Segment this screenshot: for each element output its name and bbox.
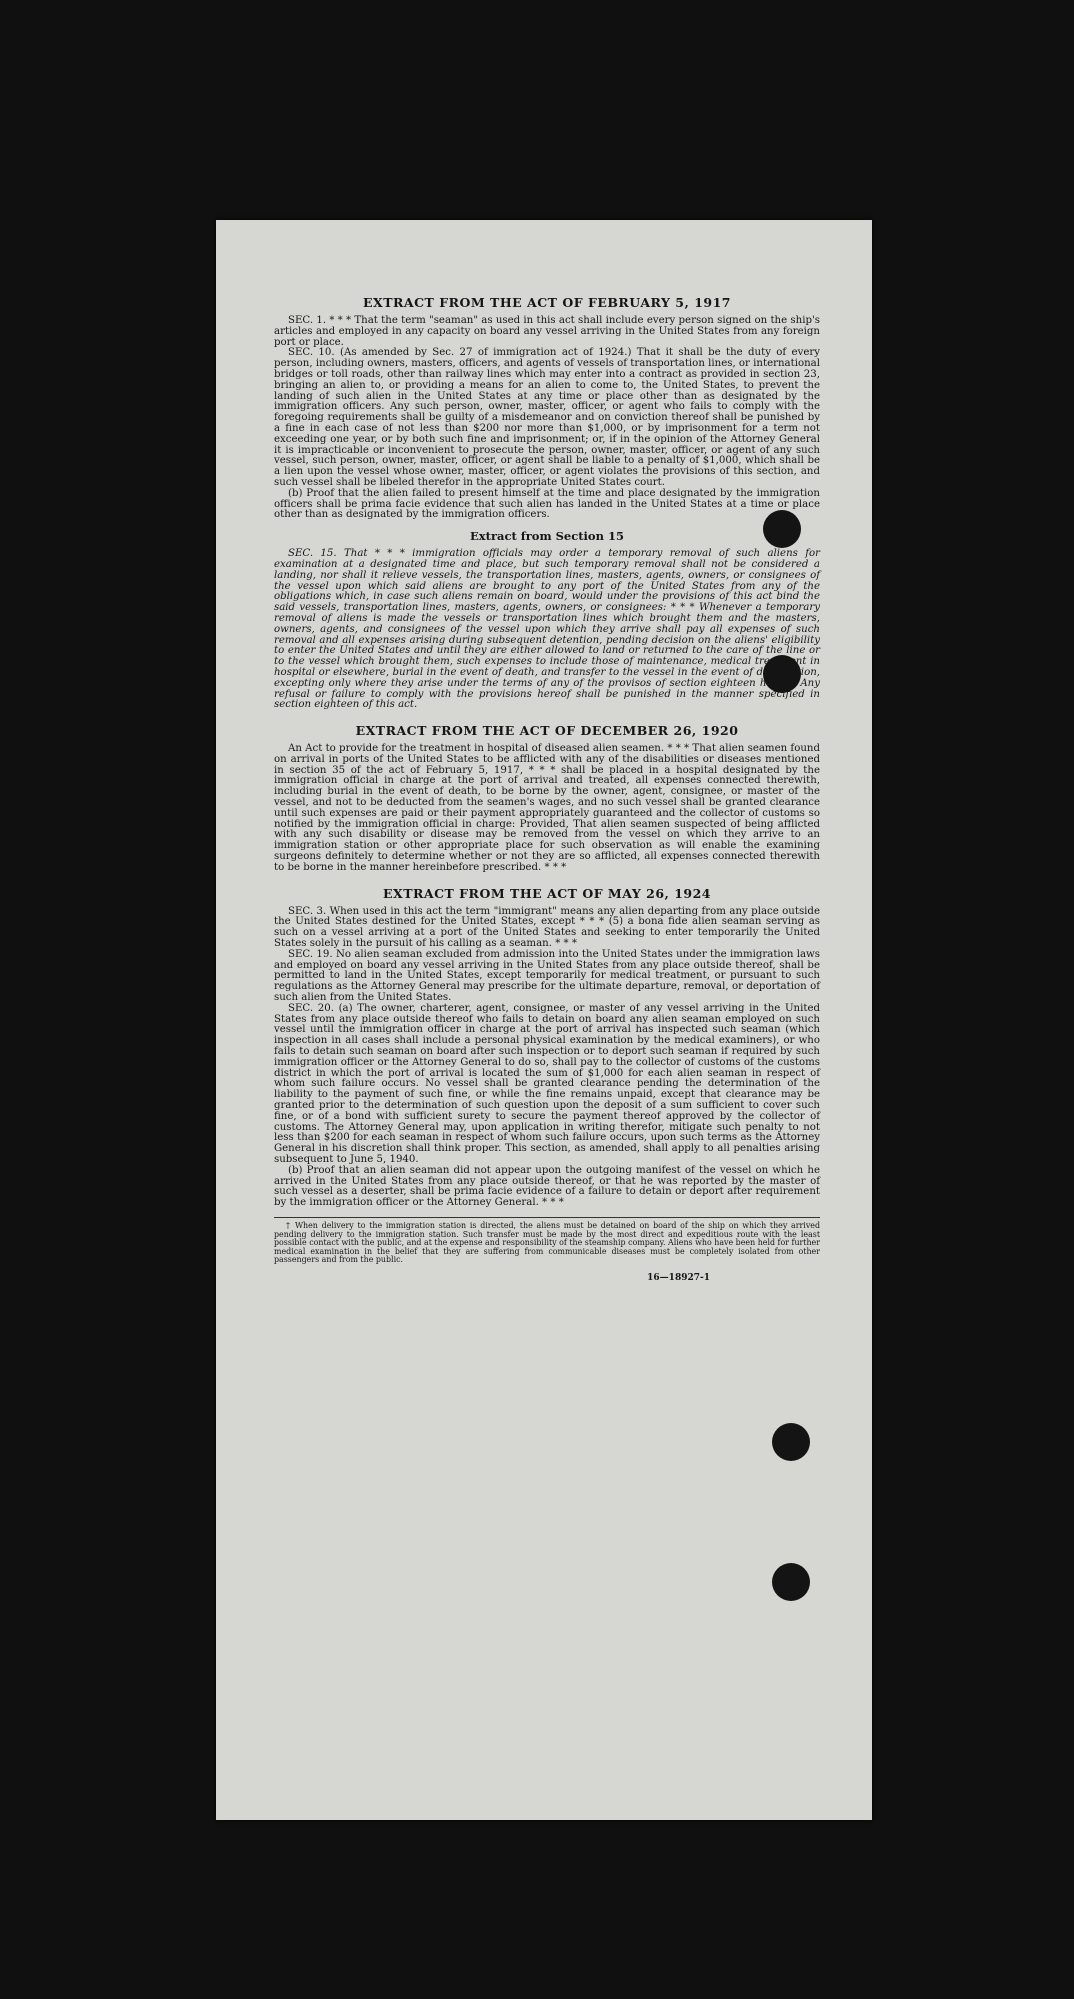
section-heading: EXTRACT FROM THE ACT OF DECEMBER 26, 1920: [355, 723, 739, 739]
section-dec-1920: [274, 723, 820, 874]
paragraph: An Act to provide for the treatment in hospital of diseased alien seamen. * * * That alien seamen found on arrival in ports of the United States to be afflicted with any of the disabilities or diseases mentioned in section 35 of the act of February 5, 1917, * * * shall be placed in a hospital designated by the immigration official in charge at the port of arrival and treated, all expenses connected therewith, including burial in the event of death, to be borne by the owner, agent, consignee, or master of the vessel, and not to be deducted from the seamen's wages, and no such vessel shall be granted clearance until such expenses are paid or their payment appropriately guaranteed and the collector of customs so notified by the immigration official in charge: Provided, That alien seamen suspected of being afflicted with any such disability or disease may be removed from the vessel on which they arrive to an immigration station or other appropriate place for such observation as will enable the examining surgeons definitely to determine whether or not they are so afflicted, all expenses connected therewith to be borne in the manner hereinbefore prescribed. * * *: [274, 743, 820, 873]
section-heading: EXTRACT FROM THE ACT OF MAY 26, 1924: [382, 885, 712, 901]
section-heading: EXTRACT FROM THE ACT OF FEBRUARY 5, 1917: [362, 295, 731, 310]
paragraph: SEC. 1. * * * That the term "seaman" as used in this act shall include every person signed on the ship's articles and employed in any capacity on board any vessel arriving in the United States from any foreign port or place.: [274, 315, 820, 348]
paragraph: SEC. 3. When used in this act the term "immigrant" means any alien departing from any place outside the United States destined for the United States, except * * * (5) a bona fide alien seaman serving as such on a vessel arriving at a port of the United States and seeking to enter temporarily the United States solely in the pursuit of his calling as a seaman. * * *: [274, 905, 820, 950]
section-may-1924: [274, 886, 820, 1209]
document-body: [274, 295, 820, 1283]
form-number: 16—18927-1: [647, 1272, 710, 1283]
section-subheading: Extract from Section 15: [470, 529, 624, 544]
paragraph: SEC. 15. That * * * immigration officials may order a temporary removal of such aliens for examination at a designated time and place, but such temporary removal shall not be considered a landing, nor shall it relieve vessels, the transportation lines, masters, agents, owners, or consignees of the vessel upon which said aliens are brought to any port of the United States from any of the obligations which, in case such aliens remain on board, would under the provisions of this act bind the said vessels, transportation lines, masters, agents, owners, or consignees: * * * Whenever a temporary removal of aliens is made the vessels or transportation lines which brought them and the masters, owners, agents, and consignees of the vessel upon which they arrive shall pay all expenses of such removal and all expenses arising during subsequent detention, pending decision on the aliens' eligibility to enter the United States and until they are either allowed to land or returned to the care of the line or to the vessel which brought them, such expenses to include those of maintenance, medical treatment in hospital or elsewhere, burial in the event of death, and transfer to the vessel in the event of deportation, excepting only where they arise under the terms of any of the provisos of section eighteen hereof. Any refusal or failure to comply with the provisions hereof shall be punished in the manner specified in section eighteen of this act.: [274, 548, 820, 711]
paragraph: (b) Proof that an alien seaman did not appear upon the outgoing manifest of the vessel on which he arrived in the United States from any place outside thereof, or that he was reported by the master of such vessel as a deserter, shall be prima facie evidence of a failure to detain or deport after requirement by the immigration officer or the Attorney General. * * *: [274, 1164, 820, 1209]
paragraph: SEC. 19. No alien seaman excluded from admission into the United States under the immigration laws and employed on board any vessel arriving in the United States from any place outside thereof, shall be permitted to land in the United States, except temporarily for medical treatment, or pursuant to such regulations as the Attorney General may prescribe for the ultimate departure, removal, or deportation of such alien from the United States.: [274, 948, 820, 1004]
paragraph: (b) Proof that the alien failed to present himself at the time and place designated by the immigration officers shall be prima facie evidence that such alien has landed in the United States at a time or place other than as designated by the immigration officers.: [274, 487, 820, 521]
section-15: [274, 529, 820, 711]
section-feb-1917: [274, 295, 820, 521]
punch-hole: [772, 1563, 810, 1601]
punch-hole: [772, 1423, 810, 1461]
paragraph: SEC. 20. (a) The owner, charterer, agent, consignee, or master of any vessel arriving in the United States from any place outside thereof who fails to detain on board any alien seaman employed on such vessel until the immigration officer in charge at the port of arrival has inspected such seaman (which inspection in all cases shall include a personal physical examination by the medical examiners), or who fails to detain such seaman on board after such inspection or to deport such seaman if required by such immigration officer or the Attorney General to do so, shall pay to the collector of customs of the customs district in which the port of arrival is located the sum of $1,000 for each alien seaman in respect of whom such failure occurs. No vessel shall be granted clearance pending the determination of the liability to the payment of such fine, or while the fine remains unpaid, except that clearance may be granted prior to the determination of such question upon the deposit of a sum sufficient to cover such fine, or of a bond with sufficient surety to secure the payment thereof approved by the collector of customs. The Attorney General may, upon application in writing therefor, mitigate such penalty to not less than $200 for each seaman in respect of whom such failure occurs, upon such terms as the Attorney General in his discretion shall think proper. This section, as amended, shall apply to all penalties arising subsequent to June 5, 1940.: [274, 1002, 820, 1165]
footnote: † When delivery to the immigration station is directed, the aliens must be detained on board of the ship on which they arrived pending delivery to the immigration station. Such transfer must be made by the most direct and expeditious route with the least possible contact with the public, and at the expense and responsibility of the steamship company. Aliens who have been held for further medical examination in the belief that they are suffering from communicable diseases must be completely isolated from other passengers and from the public.: [274, 1217, 820, 1265]
paragraph: SEC. 10. (As amended by Sec. 27 of immigration act of 1924.) That it shall be the duty of every person, including owners, masters, officers, and agents of vessels of transportation lines, or international bridges or toll roads, other than railway lines which may enter into a contract as provided in section 23, bringing an alien to, or providing a means for an alien to come to, the United States, to prevent the landing of such alien in the United States at any time or place other than as designated by the immigration officers. Any such person, owner, master, officer, or agent who fails to comply with the foregoing requirements shall be guilty of a misdemeanor and on conviction thereof shall be punished by a fine in each case of not less than $200 nor more than $1,000, or by imprisonment for a term not exceeding one year, or by both such fine and imprisonment; or, if in the opinion of the Attorney General it is impracticable or inconvenient to prosecute the person, owner, master, officer, or agent of any such vessel, such person, owner, master, officer, or agent shall be liable to a penalty of $1,000, which shall be a lien upon the vessel whose owner, master, officer, or agent violates the provisions of this section, and such vessel shall be libeled therefor in the appropriate United States court.: [274, 347, 820, 488]
document-page: [216, 220, 872, 1820]
